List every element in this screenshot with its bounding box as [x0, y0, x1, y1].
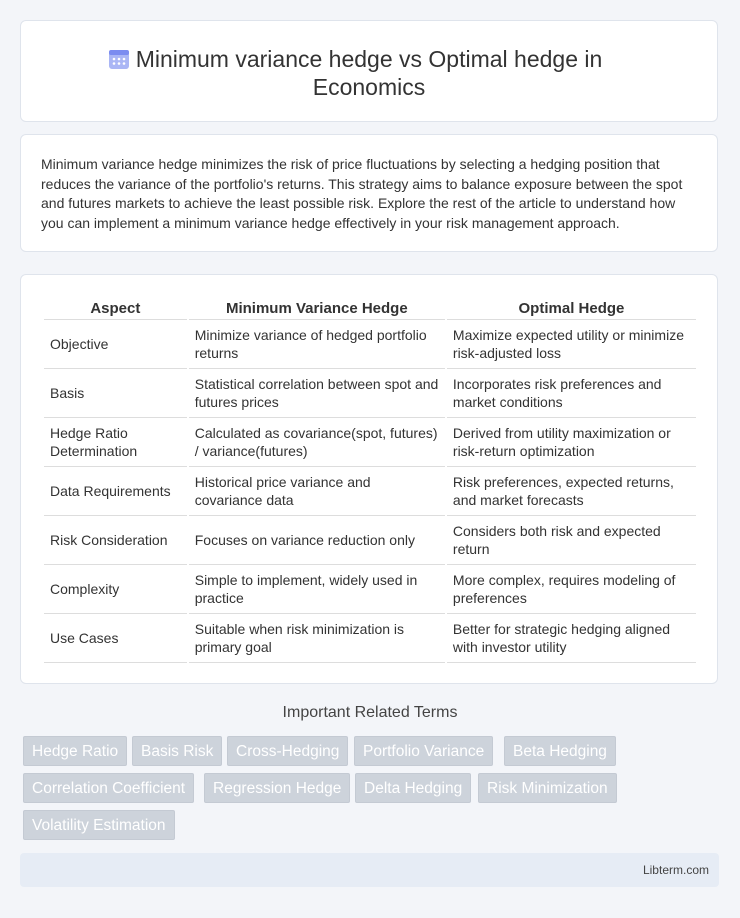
table-row — [44, 516, 696, 565]
table-header-row — [44, 297, 696, 320]
table-cell: Historical price variance and covariance data — [189, 467, 445, 516]
column-header-aspect: Aspect — [44, 297, 187, 320]
tag-delta-hedging[interactable]: Delta Hedging — [355, 773, 471, 803]
table-cell: Risk Consideration — [44, 516, 187, 565]
table-cell: Suitable when risk minimization is primary goal — [189, 614, 445, 663]
footer — [20, 853, 719, 887]
table-cell: Derived from utility maximization or risk-return optimization — [447, 418, 696, 467]
table-cell: Complexity — [44, 565, 187, 614]
table-cell: Data Requirements — [44, 467, 187, 516]
table-row — [44, 320, 696, 369]
tag-volatility-estimation[interactable]: Volatility Estimation — [23, 810, 175, 840]
table-cell: Use Cases — [44, 614, 187, 663]
table-cell: Objective — [44, 320, 187, 369]
intro-card — [20, 134, 718, 252]
table-row — [44, 565, 696, 614]
intro-paragraph: Minimum variance hedge minimizes the risk of price fluctuations by selecting a hedging position that reduces the variance of the portfolio's returns. This strategy aims to balance exposure between the spot and futures markets to achieve the least possible risk. Explore the rest of the article to understand how you can implement a minimum variance hedge effectively in your risk management approach. — [41, 156, 683, 231]
table-row — [44, 614, 696, 663]
table-cell: Better for strategic hedging aligned with investor utility — [447, 614, 696, 663]
table-cell: Considers both risk and expected return — [447, 516, 696, 565]
page-title: Minimum variance hedge vs Optimal hedge in Economics — [135, 46, 603, 100]
tag-basis-risk[interactable]: Basis Risk — [132, 736, 222, 766]
table-cell: Focuses on variance reduction only — [189, 516, 445, 565]
tag-cross-hedging[interactable]: Cross-Hedging — [227, 736, 348, 766]
table-cell: Simple to implement, widely used in practice — [189, 565, 445, 614]
table-cell: Statistical correlation between spot and futures prices — [189, 369, 445, 418]
comparison-card — [20, 274, 718, 684]
table-cell: Calculated as covariance(spot, futures) / variance(futures) — [189, 418, 445, 467]
table-cell: Minimize variance of hedged portfolio returns — [189, 320, 445, 369]
tag-risk-minimization[interactable]: Risk Minimization — [478, 773, 617, 803]
title-card — [20, 20, 718, 122]
table-row — [44, 418, 696, 467]
tag-beta-hedging[interactable]: Beta Hedging — [504, 736, 616, 766]
related-terms-heading: Important Related Terms — [282, 704, 458, 721]
tag-correlation-coefficient[interactable]: Correlation Coefficient — [23, 773, 194, 803]
table-cell: Risk preferences, expected returns, and market forecasts — [447, 467, 696, 516]
column-header-minimum-variance: Minimum Variance Hedge — [189, 297, 445, 320]
tag-hedge-ratio[interactable]: Hedge Ratio — [23, 736, 127, 766]
table-row — [44, 467, 696, 516]
table-cell: Maximize expected utility or minimize risk-adjusted loss — [447, 320, 696, 369]
table-row — [44, 369, 696, 418]
footer-site-link[interactable]: Libterm.com — [642, 863, 709, 877]
comparison-table — [42, 297, 698, 663]
table-cell: Incorporates risk preferences and market conditions — [447, 369, 696, 418]
tag-regression-hedge[interactable]: Regression Hedge — [204, 773, 350, 803]
column-header-optimal: Optimal Hedge — [447, 297, 696, 320]
table-cell: Hedge Ratio Determination — [44, 418, 187, 467]
tag-portfolio-variance[interactable]: Portfolio Variance — [354, 736, 493, 766]
table-cell: Basis — [44, 369, 187, 418]
table-cell: More complex, requires modeling of preferences — [447, 565, 696, 614]
